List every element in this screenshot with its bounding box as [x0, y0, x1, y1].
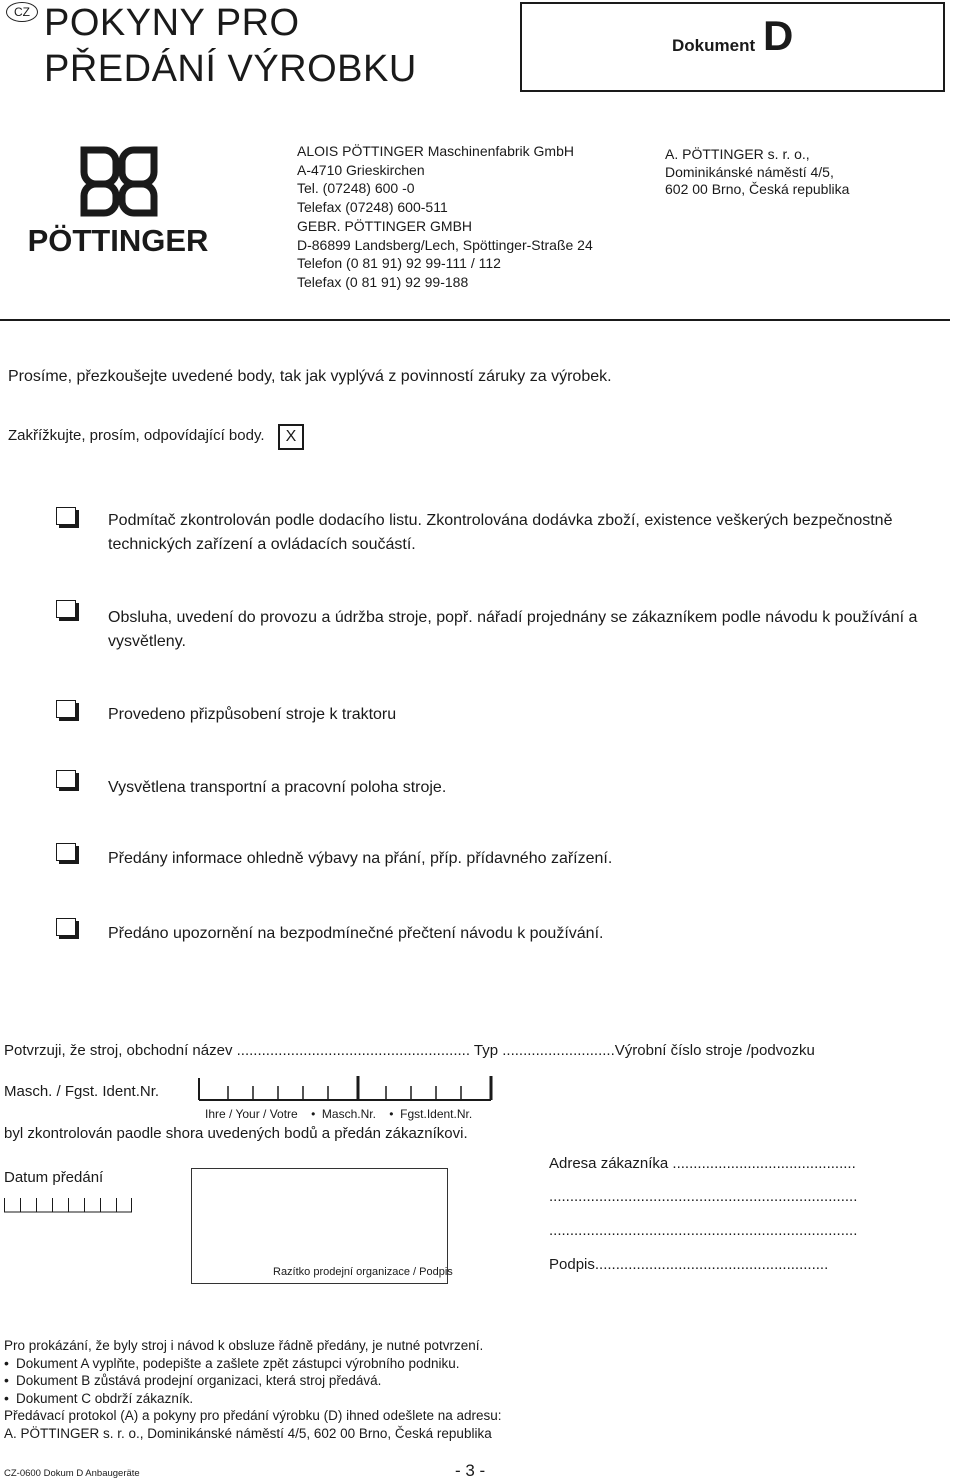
document-letter: D: [763, 12, 794, 59]
address-line: A-4710 Grieskirchen: [297, 161, 425, 178]
header-divider: [0, 319, 950, 321]
pottinger-logo: [4, 145, 232, 255]
address-line: Telefax (0 81 91) 92 99-188: [297, 273, 469, 290]
customer-address-line[interactable]: ..........................................................................: [549, 1188, 858, 1205]
intro-text: Prosíme, přezkoušejte uvedené body, tak jak vyplývá z povinností záruky za výrobek.: [8, 368, 612, 385]
handover-date-field[interactable]: [4, 1196, 134, 1214]
country-badge: CZ: [6, 2, 38, 22]
checklist-text: Předány informace ohledně výbavy na přání, příp. přídavného zařízení.: [108, 850, 613, 867]
checkbox-delivery[interactable]: [56, 507, 76, 525]
page-number: - 3 -: [455, 1461, 486, 1480]
checklist-text: Provedeno přizpůsobení stroje k traktoru: [108, 706, 397, 723]
footer-bullet: [4, 1390, 502, 1408]
masch-ident-label: Masch. / Fgst. Ident.Nr.: [4, 1083, 160, 1100]
address-line: Dominikánské náměstí 4/5,: [665, 163, 834, 180]
send-address: A. PÖTTINGER s. r. o., Dominikánské náměstí 4/5, 602 00 Brno, Česká republika: [4, 1425, 492, 1441]
footer-note: Pro prokázání, že byly stroj i návod k obsluze řádně předány, je nutné potvrzení.: [4, 1338, 484, 1353]
checklist-text: Podmítač zkontrolován podle dodacího listu. Zkontrolována dodávka zboží, existence veškerých bezpečnostně: [108, 512, 893, 529]
checkbox-read-manual[interactable]: [56, 918, 76, 936]
checklist-item: [108, 847, 958, 871]
bullet-text: Dokument A vyplňte, podepište a zašlete zpět zástupci výrobního podniku.: [16, 1355, 460, 1371]
checklist-item: [108, 776, 958, 800]
checklist-text: vysvětleny.: [108, 633, 186, 650]
send-instruction: Předávací protokol (A) a pokyny pro předání výrobku (D) ihned odešlete na adresu:: [4, 1408, 502, 1423]
bullet-text: Dokument C obdrží zákazník.: [16, 1390, 194, 1406]
checklist-item: [108, 922, 958, 946]
handover-date-label: Datum předání: [4, 1169, 104, 1186]
checklist-text: technických zařízení a ovládacích součástí.: [108, 536, 416, 553]
checklist-text: Vysvětlena transportní a pracovní poloha stroje.: [108, 779, 447, 796]
checklist-item: [108, 703, 958, 727]
footer-bullet: [4, 1372, 502, 1390]
customer-signature-field[interactable]: Podpis........................................................: [549, 1256, 829, 1273]
logo-wordmark: PÖTTINGER: [27, 223, 209, 255]
address-line: Telefon (0 81 91) 92 99-111 / 112: [297, 255, 501, 271]
checked-statement: byl zkontrolován paodle shora uvedených bodů a předán zákazníkovi.: [4, 1125, 468, 1142]
address-line: Tel. (07248) 600 -0: [297, 180, 415, 196]
address-line: A. PÖTTINGER s. r. o.,: [665, 146, 810, 162]
bullet-text: Dokument B zůstává prodejní organizaci, která stroj předává.: [16, 1373, 382, 1388]
checkbox-optional-equipment[interactable]: [56, 843, 76, 861]
confirmation-line: Potvrzuji, že stroj, obchodní název ........................................................ Typ ...........................Výrobní číslo stroje /podvozku: [4, 1042, 815, 1059]
checkbox-tractor-fitting[interactable]: [56, 700, 76, 718]
stamp-label: Razítko prodejní organizace / Podpis: [273, 1266, 453, 1278]
address-line: 602 00 Brno, Česká republika: [665, 181, 850, 197]
checkbox-transport-position[interactable]: [56, 770, 76, 788]
customer-address-field[interactable]: Adresa zákazníka ............................................: [549, 1155, 856, 1172]
footer-notes: [4, 1337, 502, 1442]
document-title: [44, 0, 417, 92]
ident-number-field[interactable]: [198, 1074, 494, 1104]
checklist-item: [108, 509, 958, 557]
checklist-text: Obsluha, uvedení do provozu a údržba stroje, popř. nářadí projednány se zákazníkem podle návodu k používání a: [108, 609, 918, 626]
local-office-address: [665, 146, 849, 199]
customer-address-line[interactable]: ..........................................................................: [549, 1222, 858, 1239]
address-line: Telefax (07248) 600-511: [297, 198, 448, 215]
address-line: ALOIS PÖTTINGER Maschinenfabrik GmbH: [297, 143, 574, 159]
document-label: Dokument: [672, 36, 756, 55]
address-line: D-86899 Landsberg/Lech, Spöttinger-Straße 24: [297, 236, 593, 253]
mark-example-box: X: [278, 424, 304, 450]
checklist-item: [108, 606, 958, 654]
manufacturer-address: [297, 142, 593, 291]
title-line-1: POKYNY PRO: [44, 2, 300, 44]
checkbox-operation[interactable]: [56, 600, 76, 618]
ident-legend: Ihre / Your / Votre • Masch.Nr. • Fgst.Ident.Nr.: [205, 1107, 473, 1121]
address-line: GEBR. PÖTTINGER GMBH: [297, 218, 473, 234]
checklist-text: Předáno upozornění na bezpodmínečné přečtení návodu k používání.: [108, 925, 604, 942]
form-code: CZ-0600 Dokum D Anbaugeräte: [4, 1468, 140, 1479]
mark-instruction: Zakřížkujte, prosím, odpovídající body.: [8, 427, 265, 444]
footer-bullet: [4, 1355, 502, 1373]
title-line-2: PŘEDÁNÍ VÝROBKU: [44, 48, 417, 90]
